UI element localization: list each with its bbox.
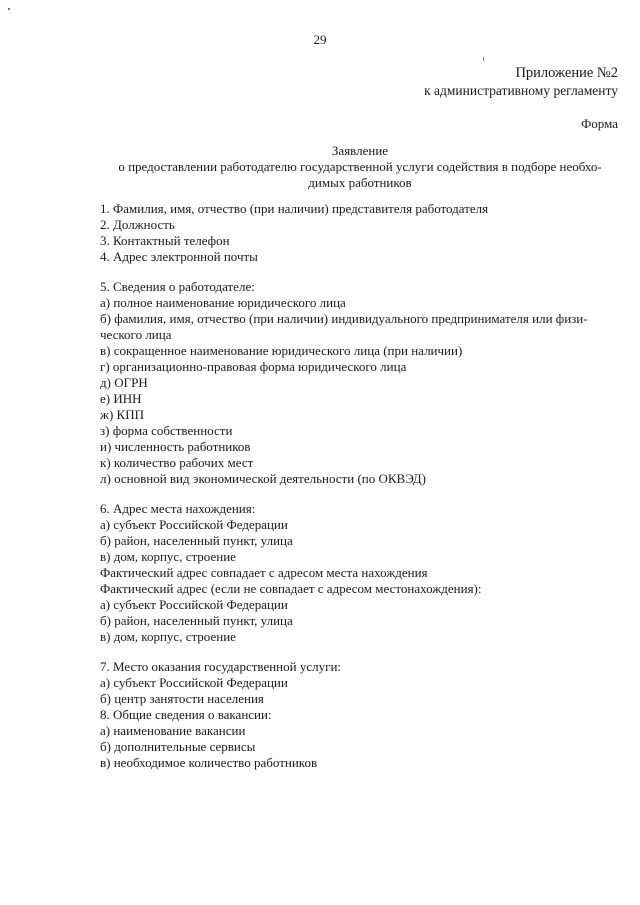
field-line: 1. Фамилия, имя, отчество (при наличии) представителя работодателя (100, 201, 489, 216)
field-line: в) дом, корпус, строение (100, 629, 236, 644)
document-title (100, 143, 620, 191)
field-line: б) центр занятости населения (100, 691, 264, 706)
field-line: з) форма собственности (100, 423, 233, 438)
field-line: е) ИНН (100, 391, 142, 406)
field-line: б) фамилия, имя, отчество (при наличии) индивидуального предпринимателя или физи-ческого лица (100, 311, 588, 342)
scan-speck (8, 8, 10, 10)
section-gap (100, 487, 620, 501)
field-line: л) основной вид экономической деятельности (по ОКВЭД) (100, 471, 426, 486)
field-line: б) район, населенный пункт, улица (100, 613, 293, 628)
field-line: а) субъект Российской Федерации (100, 675, 288, 690)
field-line: Фактический адрес совпадает с адресом места нахождения (100, 565, 428, 580)
field-line: а) субъект Российской Федерации (100, 597, 288, 612)
field-line: и) численность работников (100, 439, 251, 454)
appendix-subtitle: к административному регламенту (424, 83, 618, 98)
field-line: в) необходимое количество работников (100, 755, 318, 770)
field-line: Фактический адрес (если не совпадает с адресом местонахождения): (100, 581, 482, 596)
section-heading: 7. Место оказания государственной услуги: (100, 659, 342, 674)
appendix-title: Приложение №2 (515, 65, 618, 81)
field-line: а) субъект Российской Федерации (100, 517, 288, 532)
field-line: г) организационно-правовая форма юридического лица (100, 359, 407, 374)
section-gap (100, 265, 620, 279)
field-line: 4. Адрес электронной почты (100, 249, 258, 264)
field-line: 3. Контактный телефон (100, 233, 230, 248)
field-line: 2. Должность (100, 217, 175, 232)
appendix-header (424, 64, 618, 100)
field-line: б) дополнительные сервисы (100, 739, 256, 754)
section-heading: 6. Адрес места нахождения: (100, 501, 256, 516)
field-line: ж) КПП (100, 407, 145, 422)
field-line: в) дом, корпус, строение (100, 549, 236, 564)
title-heading: Заявление (331, 143, 389, 158)
section-heading: 5. Сведения о работодателе: (100, 279, 255, 294)
field-line: д) ОГРН (100, 375, 148, 390)
section-gap (100, 645, 620, 659)
field-line: б) район, населенный пункт, улица (100, 533, 293, 548)
scan-speck (483, 57, 484, 61)
field-line: в) сокращенное наименование юридического лица (при наличии) (100, 343, 463, 358)
field-line: а) наименование вакансии (100, 723, 246, 738)
page-number: 29 (313, 32, 327, 47)
form-fields (100, 201, 620, 771)
title-subtitle: о предоставлении работодателю государственной услуги содействия в подборе необхо-димых работников (118, 159, 602, 190)
field-line: а) полное наименование юридического лица (100, 295, 346, 310)
form-label: Форма (581, 116, 618, 131)
field-line: к) количество рабочих мест (100, 455, 254, 470)
section-heading: 8. Общие сведения о вакансии: (100, 707, 272, 722)
